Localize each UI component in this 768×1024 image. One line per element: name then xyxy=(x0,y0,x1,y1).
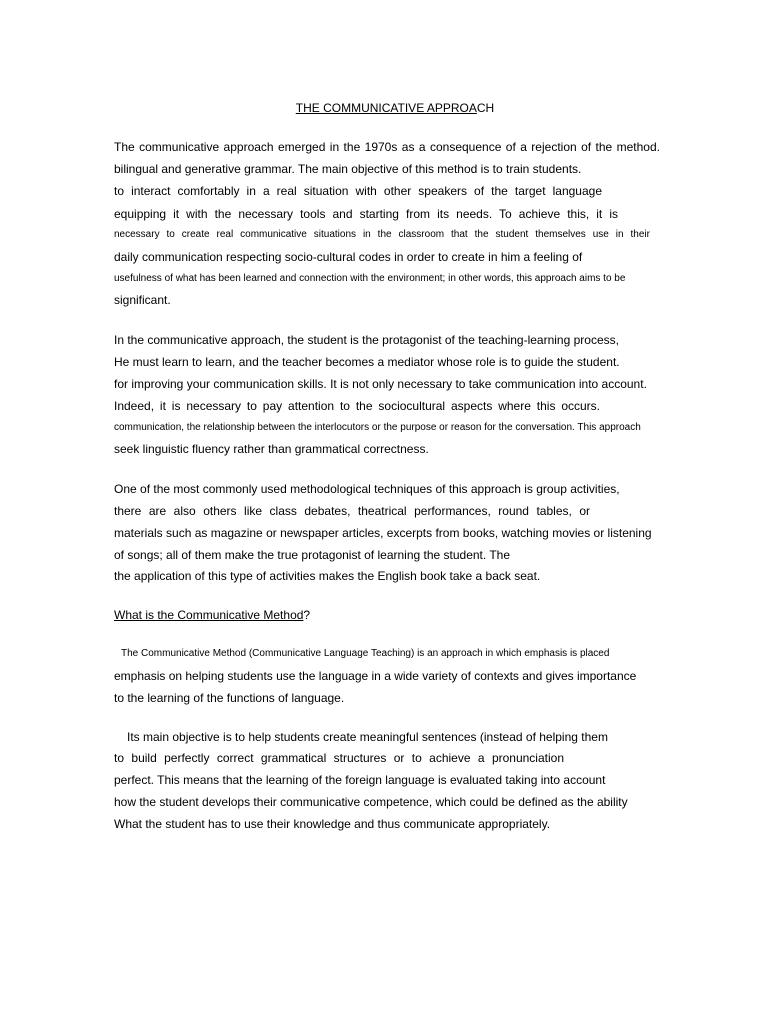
paragraph-2-line-2: He must learn to learn, and the teacher becomes a mediator whose role is to guide the student. xyxy=(114,355,620,369)
paragraph-2-line-1: In the communicative approach, the student is the protagonist of the teaching-learning process, xyxy=(114,333,619,347)
paragraph-3-line-3: materials such as magazine or newspaper articles, excerpts from books, watching movies or listening xyxy=(114,526,652,540)
document-title xyxy=(0,100,768,116)
paragraph-3-line-2: there are also others like class debates, theatrical performances, round tables, or xyxy=(114,504,590,518)
paragraph-4-line-1: The Communicative Method (Communicative Language Teaching) is an approach in which emphasis is placed xyxy=(121,648,610,659)
paragraph-1-line-6: daily communication respecting socio-cultural codes in order to create in him a feeling of xyxy=(114,250,583,264)
document-title-underlined: THE COMMUNICATIVE APPROA xyxy=(295,101,477,115)
paragraph-3-line-1: One of the most commonly used methodological techniques of this approach is group activities, xyxy=(114,482,620,496)
paragraph-2-line-5: communication, the relationship between the interlocutors or the purpose or reason for the conversation. This approach xyxy=(114,422,641,433)
paragraph-2-line-4: Indeed, it is necessary to pay attention to the sociocultural aspects where this occurs. xyxy=(114,399,600,413)
paragraph-4-line-3: to the learning of the functions of language. xyxy=(114,691,345,705)
document-title-rest: CH xyxy=(476,101,495,115)
paragraph-2-line-3: for improving your communication skills. It is not only necessary to take communication into account. xyxy=(114,377,647,391)
section-heading-rest: ? xyxy=(303,608,311,622)
paragraph-1-line-8: significant. xyxy=(114,293,171,307)
paragraph-5-line-1: Its main objective is to help students create meaningful sentences (instead of helping them xyxy=(127,730,608,744)
paragraph-1-line-5: necessary to create real communicative situations in the classroom that the student themselves use in their xyxy=(114,229,650,240)
section-heading xyxy=(114,607,310,623)
paragraph-1-line-1: The communicative approach emerged in the 1970s as a consequence of a rejection of the method. xyxy=(114,140,660,154)
paragraph-1-line-2: bilingual and generative grammar. The main objective of this method is to train students. xyxy=(114,162,582,176)
paragraph-3-line-4: of songs; all of them make the true protagonist of learning the student. The xyxy=(114,548,511,562)
paragraph-1-line-4: equipping it with the necessary tools and starting from its needs. To achieve this, it is xyxy=(114,207,618,221)
paragraph-4-line-2: emphasis on helping students use the language in a wide variety of contexts and gives importance xyxy=(114,669,637,683)
paragraph-2-line-6: seek linguistic fluency rather than grammatical correctness. xyxy=(114,442,429,456)
paragraph-3-line-5: the application of this type of activities makes the English book take a back seat. xyxy=(114,569,541,583)
paragraph-1-line-7: usefulness of what has been learned and connection with the environment; in other words, this approach aims to be xyxy=(114,273,626,284)
paragraph-5-line-2: to build perfectly correct grammatical structures or to achieve a pronunciation xyxy=(114,751,564,765)
section-heading-underlined: What is the Communicative Method xyxy=(114,608,304,622)
paragraph-5-line-3: perfect. This means that the learning of the foreign language is evaluated taking into account xyxy=(114,773,606,787)
paragraph-5-line-4: how the student develops their communicative competence, which could be defined as the ability xyxy=(114,795,628,809)
paragraph-1-line-3: to interact comfortably in a real situation with other speakers of the target language xyxy=(114,184,602,198)
paragraph-5-line-5: What the student has to use their knowledge and thus communicate appropriately. xyxy=(114,817,551,831)
